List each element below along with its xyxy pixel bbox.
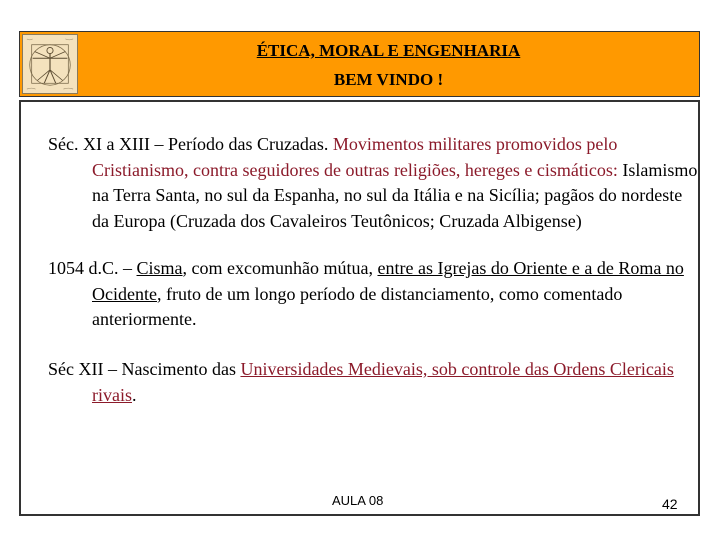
p2-mid: , com excomunhão mútua,	[182, 257, 378, 278]
vitruvian-man-logo	[22, 34, 78, 94]
paragraph-cruzadas	[48, 132, 698, 235]
page-number: 42	[662, 496, 678, 512]
p3-lead: Séc XII – Nascimento das	[48, 358, 241, 379]
vitruvian-man-icon	[23, 35, 77, 93]
p1-lead: Séc. XI a XIII – Período das Cruzadas.	[48, 134, 333, 154]
footer-label: AULA 08	[332, 493, 384, 508]
p2-rest: , fruto de um longo período de distanciamento, como comentado anteriormente.	[92, 283, 623, 330]
p1-rest: Islamismo na Terra Santa, no sul da Espanha, no sul da Itália e na Sicília; pagãos do nordeste da Europa (Cruzada dos Cavaleiros Teutônicos; Cruzada Albigense)	[92, 159, 698, 232]
p2-igrejas: entre as Igrejas do Oriente e a de Roma no Ocidente	[92, 257, 684, 304]
p2-cisma: Cisma	[136, 257, 183, 278]
paragraph-cisma	[48, 256, 698, 333]
paragraph-universidades	[48, 357, 698, 408]
page-title: ÉTICA, MORAL E ENGENHARIA	[256, 41, 521, 60]
header-banner	[19, 31, 700, 97]
header-title-block	[82, 36, 695, 94]
p3-universidades: Universidades Medievais, sob controle das Ordens Clericais rivais	[92, 358, 674, 405]
p2-date: 1054 d.C. –	[48, 257, 137, 278]
p1-highlight: Movimentos militares promovidos pelo Cristianismo, contra seguidores de outras religiões, hereges e cismáticos:	[92, 134, 618, 180]
p3-end: .	[132, 384, 137, 405]
page-subtitle: BEM VINDO !	[333, 70, 444, 89]
slide-content	[48, 132, 698, 429]
